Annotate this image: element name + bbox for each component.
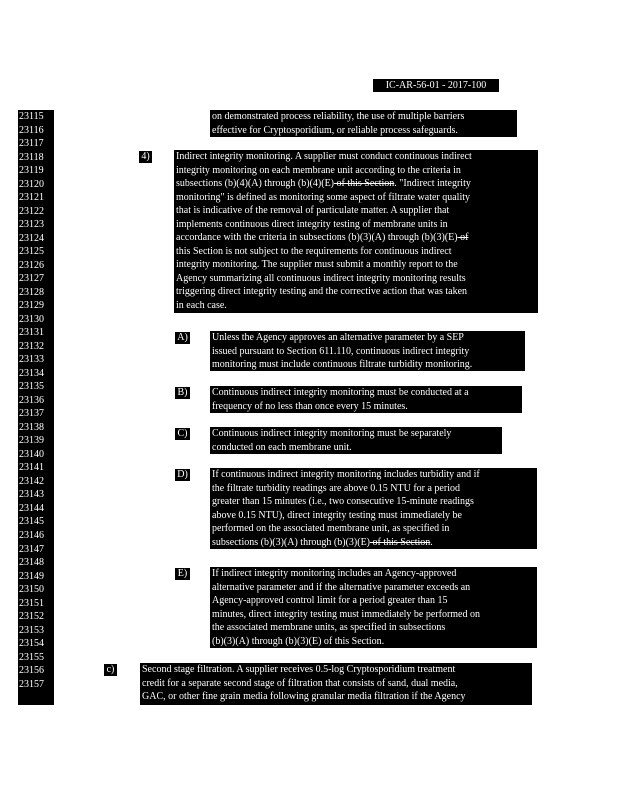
text-line: Indirect integrity monitoring. A supplier must conduct continuous indirect [176, 151, 472, 162]
item-4-label: 4) [139, 151, 152, 163]
line-number: 23116 [19, 124, 44, 136]
text-line: Continuous indirect integrity monitoring must be conducted at a [212, 387, 469, 398]
text-line: the filtrate turbidity readings are above 0.15 NTU for a period [212, 482, 460, 494]
item-C-label: C) [175, 428, 190, 440]
line-number: 23154 [19, 638, 44, 650]
line-number: 23141 [19, 462, 44, 474]
text-line [176, 231, 536, 245]
text-line: performed on the associated membrane unit, as specified in [212, 523, 450, 535]
line-number: 23134 [19, 367, 44, 379]
line-number: 23153 [19, 624, 44, 636]
text-segment: subsections (b)(3)(A) through (b)(3)(E) [212, 536, 371, 548]
line-number: 23146 [19, 529, 44, 541]
text-line: GAC, or other fine grain media following granular media filtration if the Agency [142, 691, 466, 703]
text-line: triggering direct integrity testing and the corrective action that was taken [176, 286, 468, 298]
item-A-label: A) [175, 332, 190, 344]
line-number: 23143 [19, 489, 44, 501]
text-segment: . [430, 536, 433, 548]
line-number: 23157 [19, 678, 44, 690]
line-number: 23150 [19, 584, 44, 596]
text-line: Continuous indirect integrity monitoring must be separately [212, 428, 452, 439]
text-line: alternative parameter and if the alternative parameter exceeds an [212, 581, 471, 593]
line-number: 23142 [19, 475, 44, 487]
line-number: 23122 [19, 205, 44, 217]
text-line: integrity monitoring. The supplier must submit a monthly report to the [176, 259, 458, 271]
text-line: conducted on each membrane unit. [212, 441, 352, 453]
text-line: in each case. [176, 299, 227, 311]
text-line: issued pursuant to Section 611.110, continuous indirect integrity [212, 345, 470, 357]
item-c-label: c) [104, 664, 117, 676]
text-line: integrity monitoring on each membrane unit according to the criteria in [176, 164, 461, 176]
line-number: 23144 [19, 502, 44, 514]
item-C-paragraph [210, 427, 502, 454]
item-c-paragraph [140, 663, 532, 705]
text-line [176, 177, 536, 191]
item-B-paragraph [210, 386, 522, 413]
text-line: on demonstrated process reliability, the use of multiple barriers [212, 111, 465, 122]
item-E-label: E) [175, 568, 190, 580]
line-number: 23148 [19, 557, 44, 569]
line-number: 23147 [19, 543, 44, 555]
line-number: 23151 [19, 597, 44, 609]
line-number: 23139 [19, 435, 44, 447]
text-line: If indirect integrity monitoring includes an Agency-approved [212, 568, 457, 579]
line-number-column [18, 110, 54, 705]
line-number: 23117 [19, 138, 44, 150]
text-line: the associated membrane units, as specified in subsections [212, 622, 446, 634]
text-line: greater than 15 minutes (i.e., two consecutive 15-minute readings [212, 496, 474, 508]
item-4-paragraph [174, 150, 538, 313]
text-segment: . "Indirect integrity [394, 178, 471, 190]
line-number: 23140 [19, 448, 44, 460]
line-number: 23138 [19, 421, 44, 433]
item-D-paragraph [210, 468, 537, 549]
document-header: IC-AR-56-01 - 2017-100 [373, 79, 499, 92]
text-line: effective for Cryptosporidium, or reliable process safeguards. [212, 124, 458, 136]
line-number: 23127 [19, 273, 44, 285]
line-number: 23129 [19, 300, 44, 312]
deleted-text: of this Section [370, 536, 431, 548]
line-number: 23131 [19, 327, 44, 339]
deleted-text: of this Section [334, 178, 395, 190]
line-number: 23149 [19, 570, 44, 582]
text-line: monitoring must include continuous filtrate turbidity monitoring. [212, 359, 473, 371]
line-number: 23126 [19, 259, 44, 271]
text-line [212, 536, 535, 550]
text-line: Second stage filtration. A supplier receives 0.5-log Cryptosporidium treatment [142, 664, 456, 675]
text-line: Agency summarizing all continuous indirect integrity monitoring results [176, 272, 466, 284]
text-line: (b)(3)(A) through (b)(3)(E) of this Section. [212, 635, 385, 647]
line-number: 23152 [19, 611, 44, 623]
text-segment: accordance with the criteria in subsections (b)(3)(A) through (b)(3)(E) [176, 232, 458, 244]
text-line: monitoring" is defined as monitoring some aspect of filtrate water quality [176, 191, 471, 203]
text-segment: subsections (b)(4)(A) through (b)(4)(E) [176, 178, 335, 190]
line-number: 23136 [19, 394, 44, 406]
line-number: 23155 [19, 651, 44, 663]
line-number: 23119 [19, 165, 44, 177]
line-number: 23132 [19, 340, 44, 352]
line-number: 23128 [19, 286, 44, 298]
line-number: 23145 [19, 516, 44, 528]
text-line: above 0.15 NTU), direct integrity testing must immediately be [212, 509, 462, 521]
text-line: credit for a separate second stage of filtration that consists of sand, dual media, [142, 677, 458, 689]
line-number: 23156 [19, 665, 44, 677]
line-number: 23115 [19, 111, 44, 122]
line-number: 23118 [19, 151, 44, 163]
item-B-label: B) [175, 387, 190, 399]
text-line: that is indicative of the removal of particulate matter. A supplier that [176, 205, 450, 217]
text-line: Agency-approved control limit for a period greater than 15 [212, 595, 448, 607]
line-number: 23135 [19, 381, 44, 393]
line-number: 23120 [19, 178, 44, 190]
line-number: 23133 [19, 354, 44, 366]
line-number: 23121 [19, 192, 44, 204]
line-number: 23137 [19, 408, 44, 420]
text-line: this Section is not subject to the requirements for continuous indirect [176, 245, 452, 257]
item-E-paragraph [210, 567, 537, 648]
line-number: 23123 [19, 219, 44, 231]
text-line: implements continuous direct integrity testing of membrane units in [176, 218, 448, 230]
line-number: 23130 [19, 313, 44, 325]
item-D-label: D) [175, 469, 190, 481]
text-line: minutes, direct integrity testing must immediately be performed on [212, 608, 480, 620]
text-line: If continuous indirect integrity monitoring includes turbidity and if [212, 469, 480, 480]
line-number: 23125 [19, 246, 44, 258]
paragraph-continuation [210, 110, 517, 137]
text-line: frequency of no less than once every 15 minutes. [212, 400, 408, 412]
line-number: 23124 [19, 232, 44, 244]
text-line: Unless the Agency approves an alternative parameter by a SEP [212, 332, 464, 343]
deleted-text: of [457, 232, 469, 244]
item-A-paragraph [210, 331, 525, 371]
